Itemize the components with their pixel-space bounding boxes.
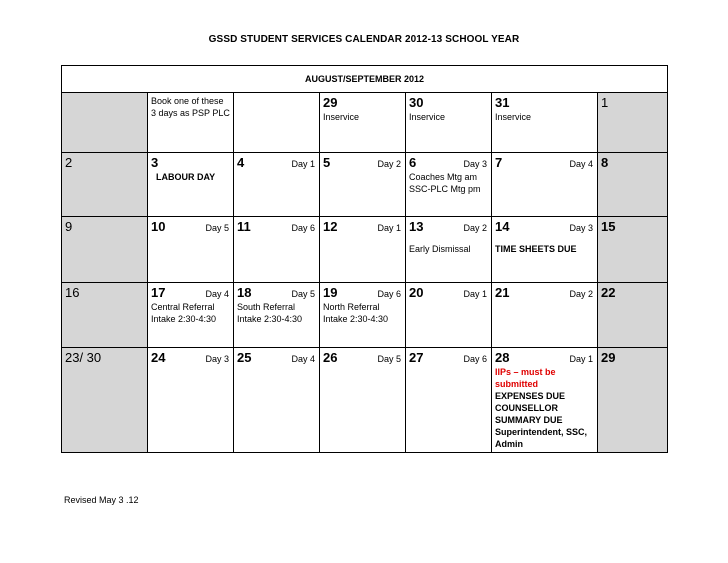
cell-note: South Referral: [237, 302, 296, 312]
day-cell: [406, 348, 492, 453]
cell-note: North Referral: [323, 302, 380, 312]
holiday-label: LABOUR DAY: [156, 172, 216, 182]
day-cell: [234, 217, 320, 283]
day-cell: [148, 217, 234, 283]
day-cycle-label: Day 5: [377, 354, 401, 364]
day-cell: [320, 283, 406, 348]
day-cell: [148, 93, 234, 153]
cell-note: Inservice: [409, 112, 446, 122]
cell-note: Early Dismissal: [409, 244, 471, 254]
day-cell: [234, 348, 320, 453]
day-cell: [492, 283, 598, 348]
day-cycle-label: Day 1: [291, 159, 315, 169]
day-cell: [492, 217, 598, 283]
date-number: 30: [409, 95, 424, 110]
date-number: 16: [65, 285, 80, 300]
day-cell: [148, 283, 234, 348]
day-cell: [492, 153, 598, 217]
sunday-cell: [62, 283, 148, 348]
cell-note: Intake 2:30-4:30: [237, 314, 303, 324]
day-cell: [320, 153, 406, 217]
day-cycle-label: Day 5: [205, 223, 229, 233]
date-number: 27: [409, 350, 424, 365]
day-cycle-label: Day 3: [205, 354, 229, 364]
day-cell: [492, 348, 598, 453]
date-number: 21: [495, 285, 510, 300]
date-number: 24: [151, 350, 166, 365]
cell-note: Admin: [495, 439, 523, 449]
saturday-cell: [598, 153, 668, 217]
saturday-cell: [598, 93, 668, 153]
day-cell: [234, 153, 320, 217]
date-number: 7: [495, 155, 503, 170]
saturday-cell: [598, 217, 668, 283]
cell-note: 3 days as PSP PLC: [151, 108, 230, 118]
date-number: 29: [601, 350, 616, 365]
date-number: 13: [409, 219, 424, 234]
cell-note: Book one of these: [151, 96, 224, 106]
day-cycle-label: Day 1: [569, 354, 593, 364]
week-row: [62, 153, 668, 217]
saturday-cell: [598, 283, 668, 348]
day-cycle-label: Day 2: [569, 289, 593, 299]
date-number: 17: [151, 285, 166, 300]
week-row: [62, 217, 668, 283]
date-number: 29: [323, 95, 338, 110]
day-cycle-label: Day 3: [463, 159, 487, 169]
sunday-cell: [62, 153, 148, 217]
cell-note: Inservice: [495, 112, 532, 122]
date-number: 1: [601, 95, 609, 110]
cell-note: SUMMARY DUE: [495, 415, 563, 425]
cell-note: Coaches Mtg am: [409, 172, 478, 182]
week-row: [62, 348, 668, 453]
sunday-cell: [62, 93, 148, 153]
day-cycle-label: Day 4: [291, 354, 315, 364]
day-cycle-label: Day 2: [463, 223, 487, 233]
day-cycle-label: Day 3: [569, 223, 593, 233]
date-number: 11: [237, 219, 251, 234]
saturday-cell: [598, 348, 668, 453]
date-number: 28: [495, 350, 510, 365]
calendar-table: [61, 65, 668, 453]
date-number: 31: [495, 95, 510, 110]
alert-note: IIPs – must be: [495, 367, 556, 377]
date-number: 14: [495, 219, 510, 234]
date-number: 15: [601, 219, 616, 234]
day-cycle-label: Day 1: [463, 289, 487, 299]
cell-note: Intake 2:30-4:30: [323, 314, 389, 324]
day-cycle-label: Day 4: [205, 289, 229, 299]
date-number: 5: [323, 155, 331, 170]
day-cycle-label: Day 6: [291, 223, 315, 233]
date-number: 20: [409, 285, 424, 300]
date-number: 12: [323, 219, 338, 234]
day-cell: [234, 283, 320, 348]
day-cell: [234, 93, 320, 153]
cell-note: TIME SHEETS DUE: [495, 244, 577, 254]
date-number: 22: [601, 285, 616, 300]
document-title: GSSD STUDENT SERVICES CALENDAR 2012-13 SCHOOL YEAR: [208, 34, 520, 45]
month-banner: AUGUST/SEPTEMBER 2012: [62, 66, 668, 93]
day-cell: [406, 93, 492, 153]
date-number: 8: [601, 155, 609, 170]
sunday-cell: [62, 348, 148, 453]
day-cell: [406, 153, 492, 217]
day-cell: [148, 153, 234, 217]
date-number: 6: [409, 155, 417, 170]
day-cycle-label: Day 2: [377, 159, 401, 169]
week-row: [62, 93, 668, 153]
day-cycle-label: Day 4: [569, 159, 593, 169]
date-number: 3: [151, 155, 159, 170]
date-number: 25: [237, 350, 252, 365]
date-number: 26: [323, 350, 338, 365]
sunday-cell: [62, 217, 148, 283]
cell-note: COUNSELLOR: [495, 403, 558, 413]
date-number: 23/ 30: [65, 350, 102, 365]
date-number: 19: [323, 285, 338, 300]
date-number: 10: [151, 219, 166, 234]
date-number: 4: [237, 155, 245, 170]
day-cell: [406, 217, 492, 283]
date-number: 2: [65, 155, 73, 170]
cell-note: Central Referral: [151, 302, 215, 312]
day-cell: [320, 93, 406, 153]
day-cell: [320, 217, 406, 283]
cell-note: EXPENSES DUE: [495, 391, 566, 401]
week-row: [62, 283, 668, 348]
date-number: 9: [65, 219, 73, 234]
day-cycle-label: Day 6: [463, 354, 487, 364]
day-cell: [406, 283, 492, 348]
revision-note: Revised May 3 .12: [64, 495, 139, 505]
day-cycle-label: Day 5: [291, 289, 315, 299]
cell-note: Intake 2:30-4:30: [151, 314, 217, 324]
day-cell: [492, 93, 598, 153]
cell-note: SSC-PLC Mtg pm: [409, 184, 481, 194]
day-cycle-label: Day 1: [377, 223, 401, 233]
day-cell: [148, 348, 234, 453]
day-cycle-label: Day 6: [377, 289, 401, 299]
alert-note: submitted: [495, 379, 539, 389]
day-cell: [320, 348, 406, 453]
cell-note: Superintendent, SSC,: [495, 427, 588, 437]
date-number: 18: [237, 285, 252, 300]
cell-note: Inservice: [323, 112, 360, 122]
